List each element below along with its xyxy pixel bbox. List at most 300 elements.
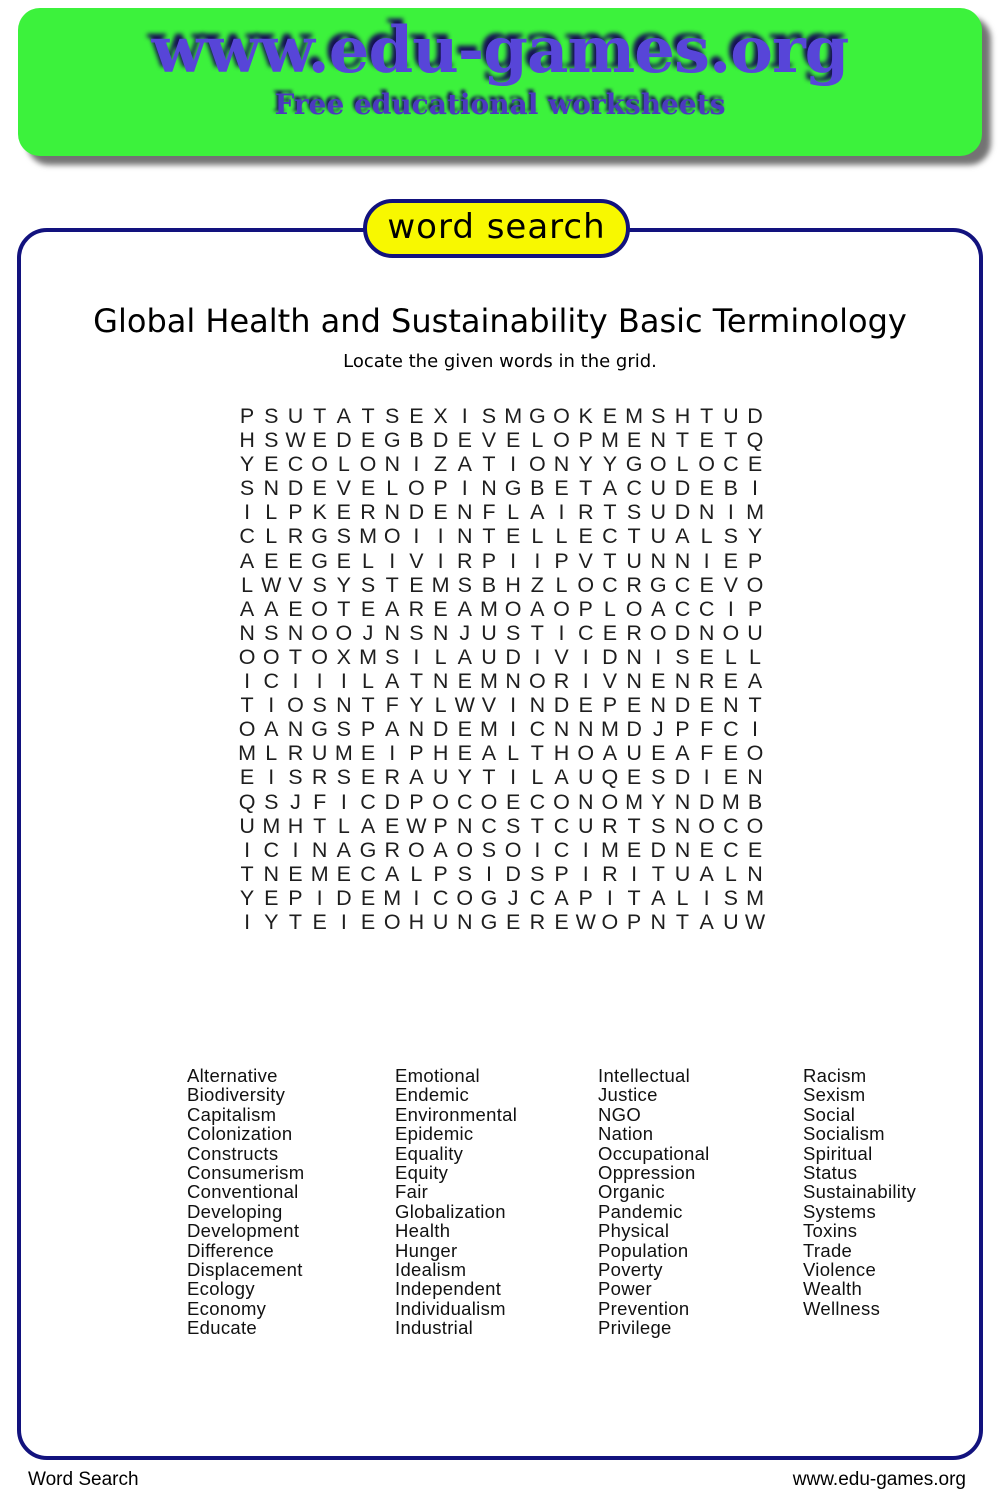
word-item: Privilege (598, 1317, 672, 1339)
grid-letter: J (507, 885, 519, 910)
word-item: Population (598, 1239, 689, 1261)
grid-row (235, 573, 767, 597)
word-item: Health (395, 1220, 451, 1242)
grid-letter: I (461, 476, 468, 501)
grid-letter: O (383, 909, 401, 934)
grid-letter: A (554, 885, 569, 910)
grid-letter: N (553, 452, 570, 477)
grid-letter: O (553, 789, 570, 814)
grid-letter: N (747, 765, 763, 790)
word-item: Justice (598, 1084, 658, 1106)
grid-letter: E (288, 861, 303, 886)
grid-letter: T (361, 693, 375, 718)
grid-letter: N (650, 693, 667, 718)
grid-letter: W (406, 813, 427, 838)
grid-letter: U (577, 765, 594, 790)
grid-letter: L (531, 765, 544, 790)
grid-letter: T (240, 693, 254, 718)
grid-letter: I (268, 765, 275, 790)
grid-letter: U (311, 741, 328, 766)
word-item: Ecology (187, 1278, 255, 1300)
grid-letter: A (336, 404, 352, 428)
grid-letter: J (290, 789, 301, 814)
grid-letter: E (409, 404, 424, 428)
grid-letter: S (530, 861, 545, 886)
word-item: Independent (395, 1278, 502, 1300)
grid-letter: G (359, 837, 377, 862)
grid-letter: O (601, 909, 619, 934)
grid-letter: A (481, 741, 497, 766)
word-item: Physical (598, 1220, 670, 1242)
grid-row (235, 500, 767, 524)
grid-letter: M (746, 500, 764, 525)
grid-letter: I (510, 717, 517, 742)
grid-letter: T (603, 500, 617, 525)
grid-letter: D (674, 476, 691, 501)
grid-letter: R (626, 620, 642, 645)
grid-letter: S (651, 813, 666, 838)
grid-letter: I (437, 548, 444, 573)
grid-letter: R (602, 813, 618, 838)
grid-letter: I (461, 404, 468, 428)
grid-row (235, 669, 767, 693)
grid-letter: I (655, 644, 662, 669)
grid-letter: T (361, 404, 375, 428)
grid-letter: A (699, 909, 714, 934)
grid-letter: E (602, 404, 618, 428)
grid-letter: T (530, 620, 544, 645)
grid-letter: L (507, 500, 520, 525)
grid-letter: D (674, 765, 691, 790)
grid-letter: T (482, 524, 496, 549)
grid-letter: D (602, 644, 618, 669)
grid-letter: E (699, 428, 714, 453)
site-tagline: Free educational worksheets (274, 88, 726, 122)
grid-letter: N (384, 452, 400, 477)
grid-letter: S (505, 620, 521, 645)
grid-letter: A (530, 596, 545, 621)
grid-letter: J (459, 620, 471, 645)
grid-letter: L (362, 548, 375, 573)
grid-letter: O (504, 596, 522, 621)
grid-letter: T (675, 909, 690, 934)
grid-letter: C (698, 596, 715, 621)
grid-letter: F (700, 741, 714, 766)
grid-letter: A (602, 476, 618, 501)
grid-letter: P (554, 548, 569, 573)
grid-letter: I (703, 885, 710, 910)
grid-letter: I (340, 789, 347, 814)
grid-letter: C (723, 452, 739, 477)
grid-letter: S (264, 789, 279, 814)
grid-letter: S (651, 404, 666, 428)
grid-letter: N (674, 813, 691, 838)
grid-letter: B (409, 428, 424, 453)
grid-row (235, 693, 767, 717)
word-item: Wealth (803, 1278, 863, 1300)
grid-letter: C (674, 596, 691, 621)
grid-letter: E (288, 596, 303, 621)
word-item: Systems (803, 1200, 877, 1222)
grid-letter: I (389, 548, 396, 573)
grid-letter: D (408, 500, 425, 525)
grid-letter: Y (457, 765, 472, 790)
word-column (598, 1066, 710, 1338)
grid-letter: N (311, 837, 328, 862)
grid-letter: S (481, 837, 497, 862)
grid-letter: N (650, 909, 667, 934)
word-item: Development (187, 1220, 300, 1242)
grid-letter: I (703, 765, 710, 790)
grid-letter: C (602, 524, 618, 549)
grid-letter: G (311, 548, 329, 573)
word-item: Equality (395, 1142, 464, 1164)
grid-letter: P (481, 548, 497, 573)
grid-letter: T (579, 476, 593, 501)
grid-letter: O (359, 452, 377, 477)
grid-letter: I (582, 861, 589, 886)
grid-letter: O (311, 596, 329, 621)
word-item: Emotional (395, 1065, 480, 1086)
word-item: Toxins (803, 1220, 858, 1242)
grid-letter: N (553, 717, 570, 742)
grid-letter: O (238, 717, 256, 742)
word-item: Hunger (395, 1239, 458, 1261)
word-item: Wellness (803, 1297, 881, 1319)
grid-letter: N (432, 620, 449, 645)
grid-letter: E (699, 476, 714, 501)
grid-letter: S (675, 644, 690, 669)
grid-letter: H (432, 741, 449, 766)
grid-letter: I (558, 620, 565, 645)
grid-letter: C (602, 572, 618, 597)
grid-row (235, 549, 767, 573)
word-item: Prevention (598, 1297, 690, 1319)
word-column (187, 1066, 304, 1338)
grid-letter: E (312, 909, 327, 934)
grid-letter: I (413, 644, 420, 669)
grid-letter: U (747, 620, 763, 645)
grid-letter: L (241, 572, 254, 597)
grid-letter: A (747, 669, 763, 694)
grid-letter: D (384, 789, 400, 814)
grid-letter: M (600, 837, 619, 862)
grid-letter: N (650, 428, 667, 453)
grid-letter: C (529, 885, 546, 910)
grid-letter: C (529, 789, 546, 814)
grid-row (235, 741, 767, 765)
grid-letter: I (292, 669, 299, 694)
grid-letter: K (578, 404, 593, 428)
grid-letter: S (360, 572, 376, 597)
grid-letter: V (723, 572, 739, 597)
word-item: Pandemic (598, 1200, 683, 1222)
grid-letter: I (244, 669, 251, 694)
grid-letter: K (312, 500, 327, 525)
grid-letter: H (408, 909, 425, 934)
grid-letter: N (723, 693, 739, 718)
grid-letter: B (530, 476, 545, 501)
grid-letter: I (510, 548, 517, 573)
grid-letter: W (744, 909, 766, 934)
grid-letter: I (413, 452, 420, 477)
grid-letter: D (505, 644, 521, 669)
grid-letter: E (360, 596, 376, 621)
grid-letter: F (313, 789, 327, 814)
grid-letter: A (239, 548, 255, 573)
grid-letter: R (602, 861, 618, 886)
grid-letter: Y (239, 452, 255, 477)
grid-letter: T (337, 596, 351, 621)
grid-letter: D (674, 500, 691, 525)
grid-letter: R (287, 524, 304, 549)
grid-letter: E (312, 428, 327, 453)
grid-letter: G (649, 572, 667, 597)
word-item: Globalization (395, 1200, 506, 1222)
grid-letter: U (239, 813, 255, 838)
grid-letter: R (360, 500, 376, 525)
grid-letter: C (553, 837, 570, 862)
grid-letter: T (313, 404, 327, 428)
grid-letter: C (239, 524, 255, 549)
grid-letter: Y (239, 885, 255, 910)
word-item: Economy (187, 1297, 267, 1319)
grid-letter: V (288, 572, 303, 597)
word-item: Constructs (187, 1142, 279, 1164)
grid-letter: W (285, 428, 306, 453)
grid-letter: R (287, 741, 304, 766)
grid-letter: N (674, 548, 691, 573)
grid-letter: O (262, 644, 280, 669)
grid-letter: L (265, 500, 278, 525)
grid-row (235, 886, 767, 910)
grid-letter: L (603, 596, 616, 621)
grid-letter: I (582, 837, 589, 862)
grid-letter: S (723, 885, 739, 910)
grid-letter: G (480, 909, 498, 934)
grid-letter: O (601, 789, 619, 814)
grid-letter: G (625, 452, 643, 477)
grid-letter: U (432, 909, 449, 934)
grid-row (235, 524, 767, 548)
grid-letter: A (675, 524, 690, 549)
grid-letter: M (334, 741, 353, 766)
word-item: Colonization (187, 1123, 293, 1145)
grid-letter: I (631, 861, 638, 886)
grid-row (235, 765, 767, 789)
grid-letter: O (408, 476, 425, 501)
grid-letter: O (238, 644, 256, 669)
grid-letter: I (437, 524, 444, 549)
grid-letter: R (408, 596, 425, 621)
grid-letter: C (723, 813, 739, 838)
grid-letter: E (360, 885, 376, 910)
grid-letter: E (264, 452, 279, 477)
grid-letter: Y (602, 452, 618, 477)
grid-letter: S (264, 620, 279, 645)
grid-letter: G (480, 885, 498, 910)
grid-letter: C (360, 789, 376, 814)
grid-letter: O (311, 644, 329, 669)
grid-letter: N (650, 548, 667, 573)
grid-letter: N (263, 476, 280, 501)
grid-letter: L (337, 452, 350, 477)
grid-letter: H (553, 741, 570, 766)
grid-letter: E (626, 693, 642, 718)
grid-letter: N (698, 620, 715, 645)
grid-letter: A (360, 813, 376, 838)
grid-letter: L (555, 524, 568, 549)
grid-letter: T (240, 861, 254, 886)
grid-letter: L (555, 572, 568, 597)
word-column (395, 1066, 517, 1338)
grid-letter: O (649, 452, 667, 477)
grid-letter: E (699, 572, 714, 597)
grid-letter: J (362, 620, 374, 645)
word-item: Trade (803, 1239, 853, 1261)
grid-letter: C (457, 789, 473, 814)
grid-row (235, 717, 767, 741)
site-banner (18, 8, 982, 156)
grid-letter: C (626, 476, 642, 501)
grid-letter: G (383, 428, 401, 453)
grid-letter: R (577, 500, 594, 525)
grid-letter: T (675, 428, 690, 453)
grid-letter: B (723, 476, 739, 501)
grid-row (235, 621, 767, 645)
grid-letter: L (337, 813, 350, 838)
grid-letter: M (504, 404, 523, 428)
grid-row (235, 838, 767, 862)
grid-letter: V (481, 428, 497, 453)
grid-letter: E (626, 837, 642, 862)
grid-letter: E (554, 476, 569, 501)
grid-letter: D (650, 837, 667, 862)
grid-letter: T (603, 548, 617, 573)
grid-letter: O (625, 596, 643, 621)
grid-letter: I (340, 669, 347, 694)
grid-letter: U (481, 644, 497, 669)
grid-row (235, 645, 767, 669)
grid-letter: M (625, 789, 644, 814)
grid-letter: A (457, 452, 472, 477)
grid-letter: I (510, 765, 517, 790)
grid-letter: S (651, 765, 666, 790)
grid-letter: A (264, 596, 279, 621)
grid-letter: S (336, 524, 352, 549)
grid-letter: E (747, 452, 763, 477)
grid-letter: S (385, 404, 400, 428)
grid-letter: R (384, 765, 400, 790)
word-search-badge (363, 199, 630, 258)
grid-letter: E (239, 765, 255, 790)
grid-letter: C (553, 813, 570, 838)
word-item: Consumerism (187, 1162, 305, 1184)
grid-letter: O (504, 837, 522, 862)
grid-letter: A (385, 596, 400, 621)
grid-letter: A (409, 765, 424, 790)
grid-letter: A (651, 596, 666, 621)
grid-letter: O (311, 452, 329, 477)
grid-letter: E (385, 813, 400, 838)
grid-letter: O (553, 404, 570, 428)
word-item: Environmental (395, 1103, 518, 1125)
grid-letter: I (582, 669, 589, 694)
grid-letter: M (359, 644, 377, 669)
word-item: Racism (803, 1065, 867, 1086)
grid-letter: I (340, 909, 347, 934)
grid-letter: I (244, 837, 251, 862)
grid-letter: D (336, 428, 352, 453)
grid-letter: P (409, 741, 424, 766)
grid-letter: N (457, 500, 473, 525)
grid-letter: P (288, 885, 303, 910)
grid-letter: N (336, 693, 352, 718)
grid-letter: M (480, 669, 498, 694)
grid-letter: R (529, 909, 546, 934)
grid-letter: N (747, 861, 763, 886)
grid-letter: V (481, 693, 497, 718)
grid-letter: A (699, 861, 714, 886)
grid-letter: T (627, 524, 641, 549)
grid-letter: E (360, 765, 376, 790)
grid-letter: M (721, 789, 740, 814)
word-item: Displacement (187, 1259, 303, 1281)
grid-letter: O (722, 620, 740, 645)
grid-letter: O (553, 428, 570, 453)
grid-letter: E (699, 644, 714, 669)
grid-letter: E (288, 548, 303, 573)
grid-letter: M (238, 741, 257, 766)
grid-letter: L (676, 885, 689, 910)
grid-letter: T (288, 909, 303, 934)
grid-letter: A (385, 717, 400, 742)
word-item: Equity (395, 1162, 449, 1184)
grid-letter: I (752, 476, 759, 501)
grid-letter: Y (578, 452, 593, 477)
grid-letter: E (723, 741, 739, 766)
grid-letter: I (558, 500, 565, 525)
grid-letter: T (627, 813, 641, 838)
grid-letter: Q (601, 765, 619, 790)
grid-letter: T (288, 644, 303, 669)
grid-letter: C (360, 861, 376, 886)
grid-letter: E (699, 693, 714, 718)
grid-letter: E (723, 765, 739, 790)
grid-letter: T (651, 861, 665, 886)
grid-letter: O (528, 452, 546, 477)
grid-letter: T (724, 428, 738, 453)
word-item: Idealism (395, 1259, 467, 1281)
grid-letter: N (481, 476, 497, 501)
grid-letter: E (651, 741, 666, 766)
grid-letter: Z (530, 572, 544, 597)
grid-letter: E (360, 909, 376, 934)
grid-letter: S (723, 524, 739, 549)
grid-letter: A (239, 596, 255, 621)
grid-letter: L (265, 741, 278, 766)
grid-letter: P (578, 596, 593, 621)
grid-letter: I (389, 741, 396, 766)
grid-letter: E (578, 524, 593, 549)
grid-letter: I (582, 644, 589, 669)
grid-letter: A (457, 596, 472, 621)
grid-letter: O (408, 837, 425, 862)
grid-letter: C (481, 813, 497, 838)
grid-letter: P (626, 909, 642, 934)
grid-letter: N (263, 861, 280, 886)
grid-letter: I (413, 524, 420, 549)
